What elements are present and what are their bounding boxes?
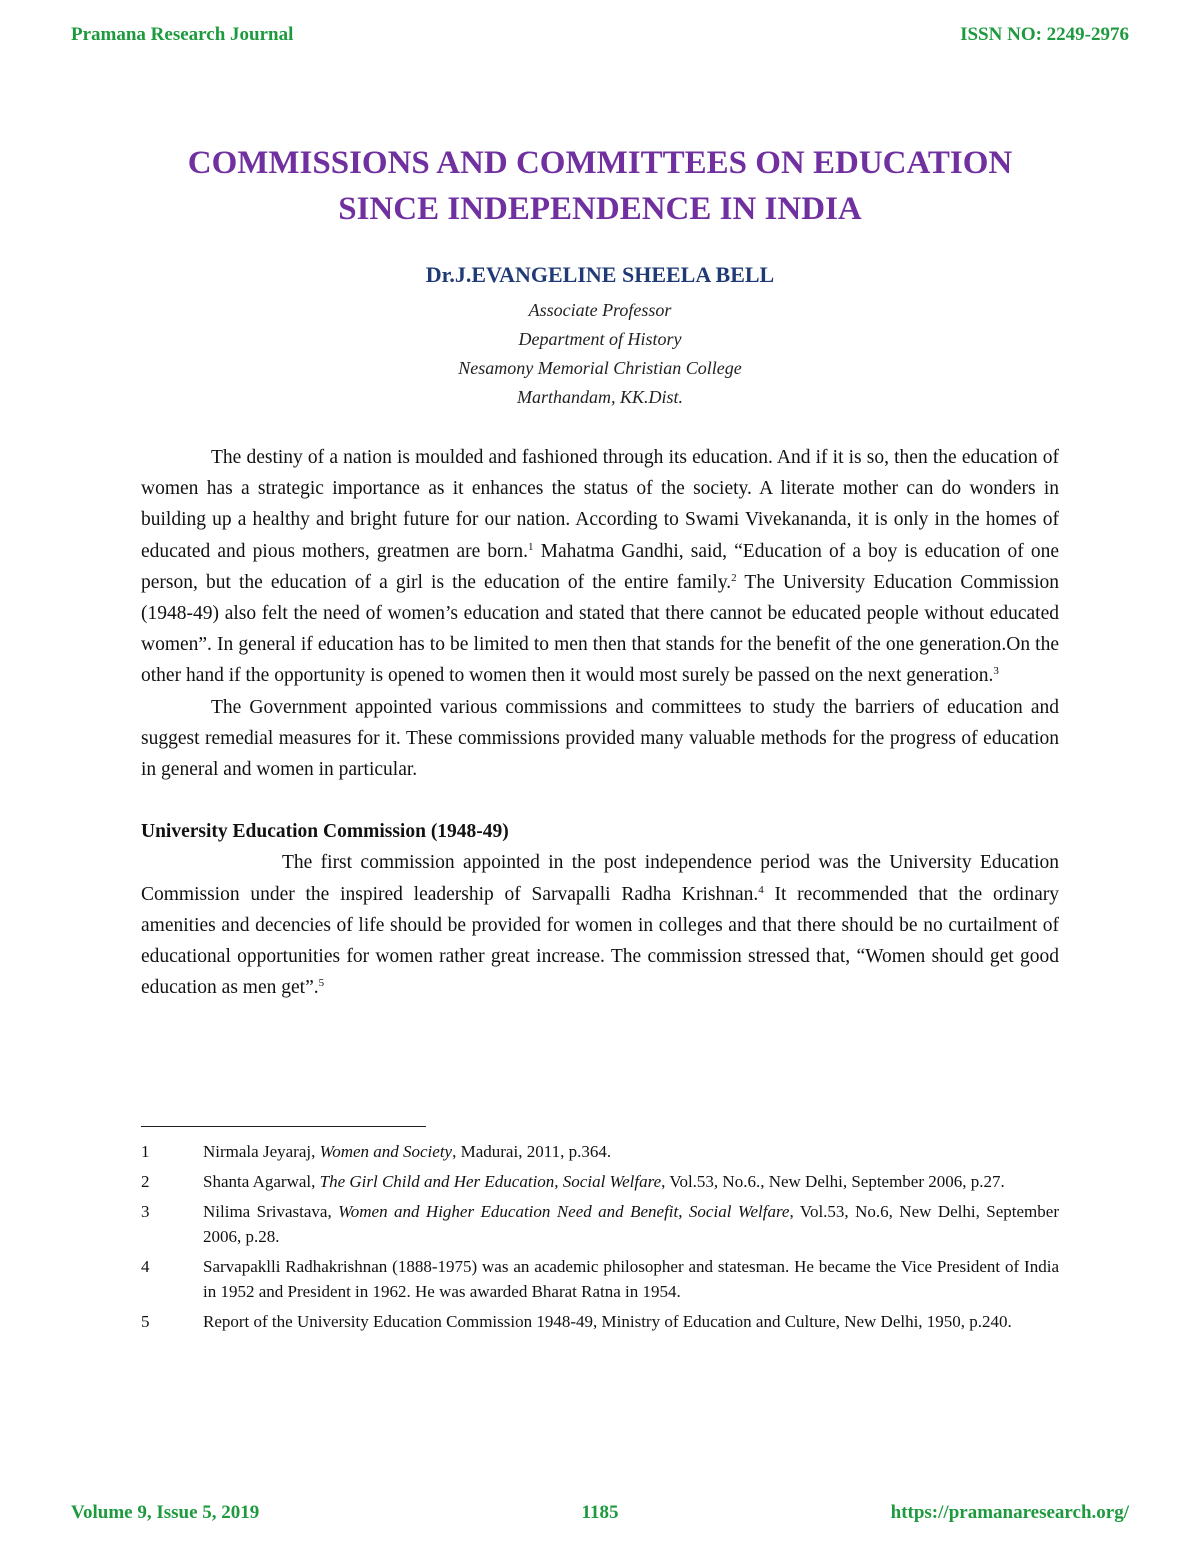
footnote-number: 3 bbox=[141, 1202, 150, 1221]
page-title bbox=[0, 140, 1200, 232]
footnote bbox=[141, 1309, 1059, 1334]
footnote-number: 5 bbox=[141, 1312, 150, 1331]
footnotes bbox=[141, 1139, 1059, 1339]
footnote-text: Report of the University Education Commission 1948-49, Ministry of Education and Culture, New Delhi, 1950, p.240. bbox=[203, 1312, 1012, 1331]
paragraph-2: The Government appointed various commissions and committees to study the barriers of education and suggest remedial measures for it. These commissions provided many valuable methods for the progress of education in general and women in particular. bbox=[141, 696, 1059, 781]
title-line-1: COMMISSIONS AND COMMITTEES ON EDUCATION bbox=[187, 145, 1013, 181]
footnote-divider bbox=[141, 1126, 426, 1127]
footnote-number: 1 bbox=[141, 1142, 150, 1161]
footnote bbox=[141, 1254, 1059, 1304]
section-heading: University Education Commission (1948-49) bbox=[141, 821, 509, 843]
author-place: Marthandam, KK.Dist. bbox=[516, 387, 684, 407]
footer-volume: Volume 9, Issue 5, 2019 bbox=[71, 1502, 260, 1523]
footnote-text: Sarvapaklli Radhakrishnan (1888-1975) was an academic philosopher and statesman. He became the Vice President of India in 1952 and President in 1962. He was awarded Bharat Ratna in 1954. bbox=[203, 1257, 1059, 1301]
journal-name: Pramana Research Journal bbox=[71, 24, 294, 45]
author-affiliation bbox=[0, 296, 1200, 412]
footnote-text: Shanta Agarwal, The Girl Child and Her Education, Social Welfare, Vol.53, No.6., New Delhi, September 2006, p.27. bbox=[203, 1172, 1005, 1191]
footnote bbox=[141, 1169, 1059, 1194]
paragraph-1-text-a: The destiny of a nation is moulded and fashioned through its education. And if it is so, then the education of women has a strategic importance as it enhances the status of the society. A literate mother can do wonders in building up a healthy and bright future for our nation. According to Swami Vivekananda, it is only in the homes of educated and pious mothers, greatmen are born. bbox=[141, 447, 1059, 562]
footnote-number: 2 bbox=[141, 1172, 150, 1191]
footnote-ref-3: 3 bbox=[993, 665, 999, 678]
footnote bbox=[141, 1139, 1059, 1164]
footnote-ref-2: 2 bbox=[731, 571, 737, 584]
author-department: Department of History bbox=[518, 329, 682, 349]
author-position: Associate Professor bbox=[528, 300, 672, 320]
author-college: Nesamony Memorial Christian College bbox=[458, 358, 742, 378]
footnote-number: 4 bbox=[141, 1257, 150, 1276]
paragraph-3-text-b: It recommended that the ordinary amenities and decencies of life should be provided for women in colleges and that there should be no curtailment of educational opportunities for women rather great increase. The commission stressed that, “Women should get good education as men get”. bbox=[141, 883, 1059, 999]
paragraph-1-text-c: The University Education Commission (1948-49) also felt the need of women’s education and stated that there cannot be educated people without educated women”. In general if education has to be limited to men then that stands for the benefit of the one generation.On the other hand if the opportunity is opened to women then it would most surely be passed on the next generation. bbox=[141, 571, 1059, 687]
article-body bbox=[141, 442, 1059, 1003]
title-line-2: SINCE INDEPENDENCE IN INDIA bbox=[338, 191, 862, 227]
journal-url-link[interactable]: https://pramanaresearch.org/ bbox=[890, 1502, 1129, 1523]
paragraph-3-text-a: The first commission appointed in the post independence period was the University Education Commission under the inspired leadership of Sarvapalli Radha Krishnan. bbox=[141, 852, 1059, 905]
footnote bbox=[141, 1199, 1059, 1249]
paragraph-3 bbox=[141, 847, 1059, 1003]
footnote-ref-5: 5 bbox=[318, 977, 325, 990]
author-name: Dr.J.EVANGELINE SHEELA BELL bbox=[425, 262, 775, 287]
footnote-text: Nirmala Jeyaraj, Women and Society, Madurai, 2011, p.364. bbox=[203, 1142, 612, 1161]
footnote-ref-1: 1 bbox=[528, 540, 534, 553]
paragraph-1 bbox=[141, 442, 1059, 692]
issn-number: ISSN NO: 2249-2976 bbox=[960, 24, 1129, 45]
paragraph-1-text-b: Mahatma Gandhi, said, “Education of a boy is education of one person, but the education of a girl is the education of the entire family. bbox=[141, 540, 1059, 593]
page-number: 1185 bbox=[581, 1502, 619, 1523]
footnote-ref-4: 4 bbox=[758, 883, 764, 896]
footnote-text: Nilima Srivastava, Women and Higher Education Need and Benefit, Social Welfare, Vol.53, No.6, New Delhi, September 2006, p.28. bbox=[203, 1202, 1059, 1246]
